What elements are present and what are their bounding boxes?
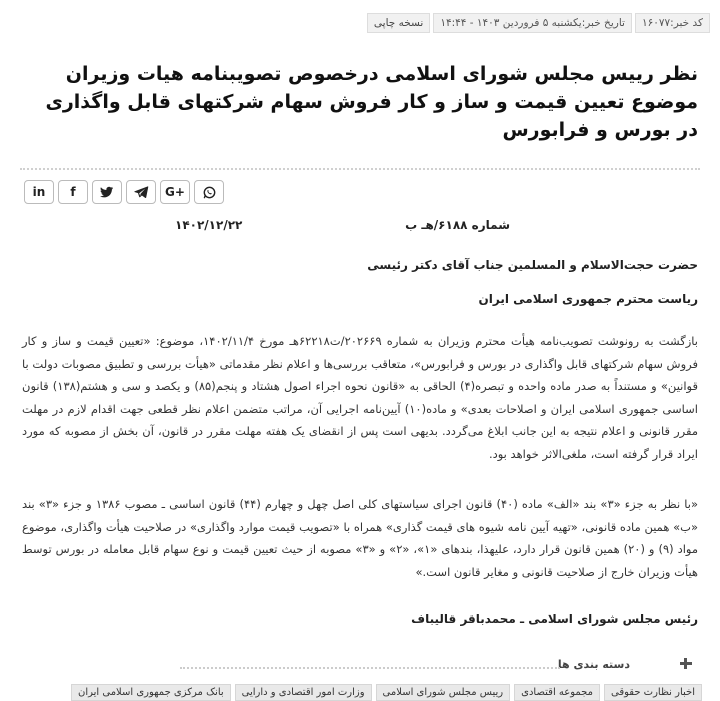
divider	[20, 168, 700, 170]
whatsapp-icon[interactable]	[194, 180, 224, 204]
news-meta-bar	[345, 12, 710, 34]
news-code: کد خبر:۱۶۰۷۷	[635, 13, 710, 33]
tags-list	[77, 684, 702, 701]
telegram-icon[interactable]	[126, 180, 156, 204]
letter-date: ۱۴۰۲/۱۲/۲۲	[175, 218, 243, 232]
tag-item[interactable]: اخبار نظارت حقوقی	[604, 684, 702, 701]
news-date: تاریخ خبر:یکشنبه ۵ فروردین ۱۴۰۳ - ۱۴:۴۴	[433, 13, 632, 33]
twitter-icon[interactable]	[92, 180, 122, 204]
page-title: نظر رییس مجلس شورای اسلامی درخصوص تصویبنامه هیات وزیران موضوع تعیین قیمت و ساز و کار فروش سهام شرکتهای قابل واگذاری در بورس و فرابورس	[45, 63, 698, 141]
linkedin-icon[interactable]: in	[24, 180, 54, 204]
tags-label: دسته بندی ها	[557, 658, 630, 671]
letter-paragraph-1: بازگشت به رونوشت تصویب‌نامه هیأت محترم وزیران به شماره ۲۰۲۶۶۹/ت۶۲۲۱۸هـ مورخ ۱۴۰۲/۱۱/۴، موضوع: «تعیین قیمت و ساز و کار فروش سهام شرکتهای قابل واگذاری در بورس و فرابورس»، متعاقب بررسی‌ها و اعلام نظر مقدماتی «هیأت بررسی و تطبیق مصوبات دولت با قوانین» و مستنداً به صدر ماده واحده و تبصره(۴) الحاقی به «قانون نحوه اجراء اصول هشتاد و پنجم(۸۵) و یکصد و سی و هشتم(۱۳۸) قانون اساسی جمهوری اسلامی ایران و اصلاحات بعدی» و ماده(۱۰) آیین‌نامه اجرایی آن، مراتب متضمن اعلام نظر قطعی جهت اقدام لازم در مهلت مقرر قانونی و اعلام نتیجه به این جانب ابلاغ می‌گردد. بدیهی است پس از انقضای یک هفته مهلت مقرر در قانون، آن بخش از مصوبه که مورد ایراد قرار گرفته است، ملغی‌الاثر خواهد بود.	[22, 334, 698, 461]
tag-item[interactable]: وزارت امور اقتصادی و دارایی	[235, 684, 372, 701]
tag-item[interactable]: رییس مجلس شورای اسلامی	[376, 684, 511, 701]
print-version-link[interactable]: نسخه چاپی	[367, 13, 430, 33]
letter-paragraph-2: «با نظر به جزء «۳» بند «الف» ماده (۴۰) قانون اجرای سیاستهای کلی اصل چهل و چهارم (۴۴) قانون اساسی ـ مصوب ۱۳۸۶ و جزء «۳» بند «ب» همین ماده قانونی، «تهیه آیین نامه شیوه های قیمت گذاری» همراه با «تصویب قیمت موارد واگذاری» در صلاحیت هیأت واگذاری، موضوع مواد (۹) و (۲۰) همین قانون قرار دارد، علیهذا، بندهای «۱»، «۲» و «۳» مصوبه از حیث تعیین قیمت و نوع سهام قابل معامله در بورس توسط هیأت وزیران خارج از صلاحیت قانونی و مغایر قانون است.»	[22, 497, 699, 579]
tag-item[interactable]: بانک مرکزی جمهوری اسلامی ایران	[71, 684, 231, 701]
letter-number: شماره ۶۱۸۸/هـ ب	[405, 218, 510, 232]
share-bar	[24, 180, 224, 204]
letter-salutation: حضرت حجت‌الاسلام و المسلمین جناب آقای دکتر رئیسی	[367, 258, 698, 272]
letter-addressee: ریاست محترم جمهوری اسلامی ایران	[478, 292, 698, 306]
tag-icon	[680, 662, 692, 665]
divider	[180, 667, 560, 669]
google-plus-icon[interactable]: G+	[160, 180, 190, 204]
tag-item[interactable]: مجموعه اقتصادی	[514, 684, 600, 701]
letter-signature: رئیس مجلس شورای اسلامی ـ محمدباقر قالیباف	[411, 612, 698, 626]
facebook-icon[interactable]: f	[58, 180, 88, 204]
